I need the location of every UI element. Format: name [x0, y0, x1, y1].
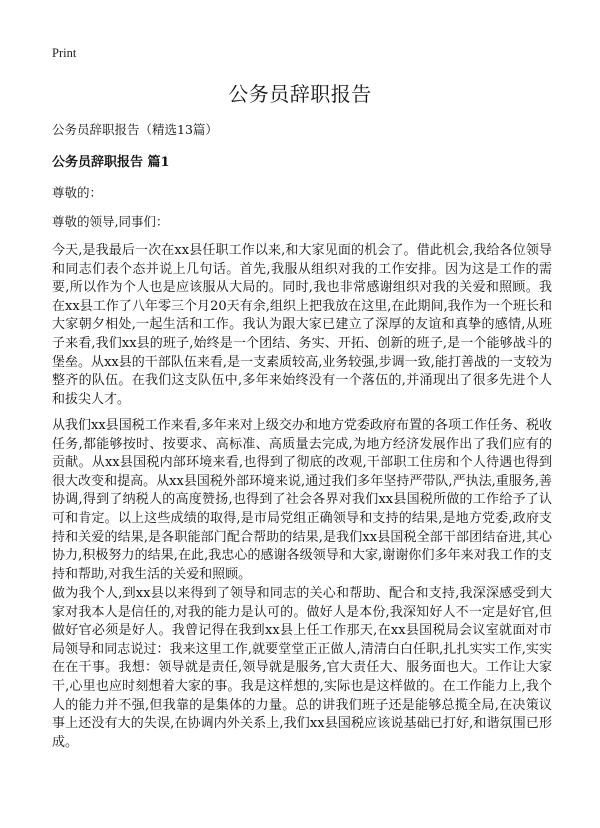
print-link[interactable]: Print: [52, 46, 77, 60]
body-paragraph-2: 从我们xx县国税工作来看,多年来对上级交办和地方党委政府布置的各项工作任务、税收任务,都能够按时、按要求、高标准、高质量去完成,为地方经济发展作出了我们应有的贡献。从xx县国税内部环境来看,也得到了彻底的改观,干部职工住房和个人待遇也得到很大改变和提高。从xx县国税外部环境来说,通过我们多年坚持严带队,严执法,重服务,善协调,得到了纳税人的高度赞扬,也得到了社会各界对我们xx县国税所做的工作给予了认可和肯定。以上这些成绩的取得,是市局党组正确领导和支持的结果,是地方党委,政府支持和关爱的结果,是各职能部门配合帮助的结果,是我们xx县国税全部干部团结奋进,其心协力,积极努力的结果,在此,我忠心的感谢各级领导和大家,谢谢你们多年来对我工作的支持和帮助,对我生活的关爱和照顾。: [52, 418, 552, 582]
salutation-line: 尊敬的：: [52, 185, 103, 200]
salutation-line-2: 尊敬的领导,同事们：: [52, 214, 169, 229]
document-subtitle: 公务员辞职报告（精选13篇）: [52, 122, 218, 137]
page-title: 公务员辞职报告: [228, 82, 372, 106]
body-paragraph-1: 今天,是我最后一次在xx县任职工作以来,和大家见面的机会了。借此机会,我给各位领导和同志们表个态并说上几句话。首先,我服从组织对我的工作安排。因为这是工作的需要,所以作为个人也是应该服从大局的。同时,我也非常感谢组织对我的关爱和照顾。我在xx县工作了八年零三个月20天有余,组织上把我放在这里,在此期间,我作为一个班长和大家朝夕相处,一起生活和工作。我认为跟大家已建立了深厚的友谊和真挚的感情,从班子来看,我们xx县的班子,始终是一个团结、务实、开拓、创新的班子,是一个能够战斗的堡垒。从xx县的干部队伍来看,是一支素质较高,业务较强,步调一致,能打善战的一支较为整齐的队伍。在我们这支队伍中,多年来始终没有一个落伍的,并涌现出了很多先进个人和拔尖人才。: [52, 243, 552, 407]
body-paragraph-3: 做为我个人,到xx县以来得到了领导和同志的关心和帮助、配合和支持,我深深感受到大家对我本人是信任的,对我的能力是认可的。做好人是本份,我深知好人不一定是好官,但做好官必须是好人。我曾记得在我到xx县上任工作那天,在xx县国税局会议室就面对市局领导和同志说过：我来这里工作,就要堂堂正正做人,清清白白任职,扎扎实实工作,实实在在干事。我想：领导就是责任,领导就是服务,官大责任大、服务面也大。工作让大家干,心里也应时刻想着大家的事。我是这样想的,实际也是这样做的。在工作能力上,我个人的能力并不强,但我靠的是集体的力量。总的讲我们班子还是能够总揽全局,在决策议事上还没有大的失误,在协调内外关系上,我们xx县国税应该说基础已打好,和谐氛围已形成。: [52, 586, 552, 750]
section-heading: 公务员辞职报告 篇1: [52, 155, 170, 170]
